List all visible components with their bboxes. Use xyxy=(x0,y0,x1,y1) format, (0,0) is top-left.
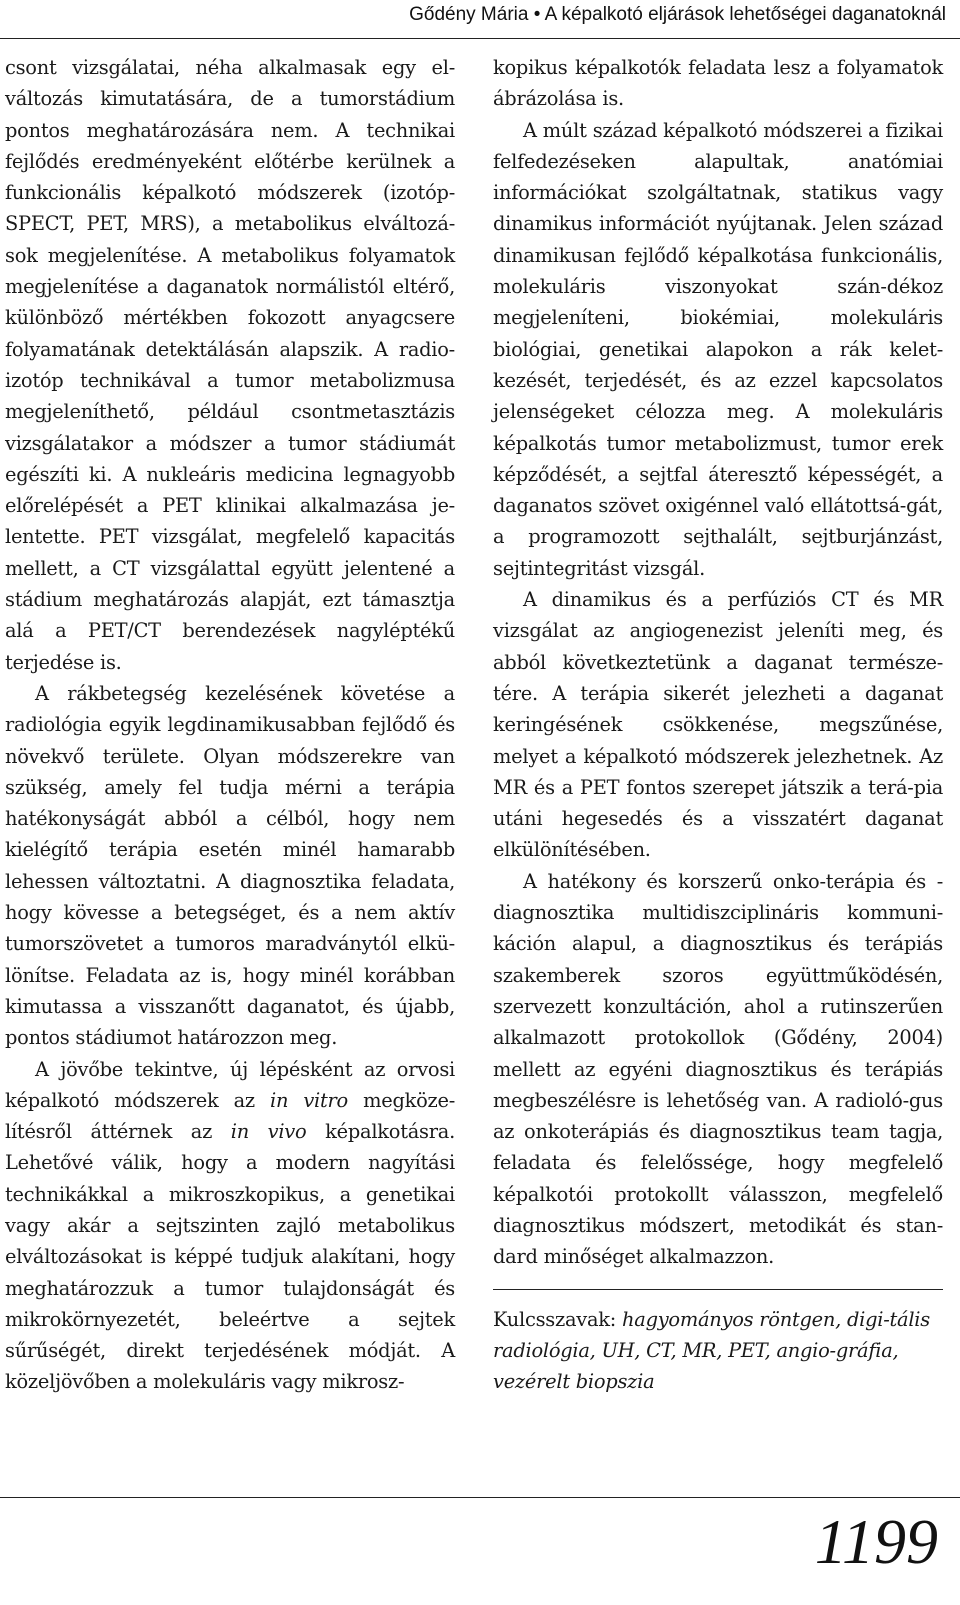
right-paragraph-1: kopikus képalkotók feladata lesz a folyamatok ábrázolása is. xyxy=(493,56,943,111)
left-paragraph-3-text-b: megköze-lítésről áttérnek az xyxy=(5,1088,456,1144)
header-rule xyxy=(0,38,960,39)
left-paragraph-3 xyxy=(5,1054,455,1398)
right-paragraph-2: A múlt század képalkotó módszerei a fizikai felfedezéseken alapultak, anatómiai információkat szolgáltatnak, statikus vagy dinamikus információt nyújtanak. Jelen század dinamikusan fejlődő képalkotása funkcionális, molekuláris viszonyokat szán-dékoz megjeleníteni, biokémiai, molekuláris biológiai, genetikai alapokon a rák kelet-kezését, terjedését, és az ezzel kapcsolatos jelenségeket célozza meg. A molekuláris képalkotás tumor metabolizmust, tumor erek képződését, a sejtfal áteresztő képességét, a daganatos szövet oxigénnel való ellátottsá-gát, a programozott sejthalált, sejtburjánzást, sejtintegritást vizsgál. xyxy=(493,118,943,580)
running-head: Gődény Mária • A képalkotó eljárások lehetőségei daganatoknál xyxy=(409,4,946,25)
left-paragraph-1: csont vizsgálatai, néha alkalmasak egy el-változás kimutatására, de a tumorstádium pontos meghatározására nem. A technikai fejlődés eredményeként előtérbe kerülnek a funkcionális képalkotó módszerek (izotóp-SPECT, PET, MRS), a metabolikus elváltozá-sok megjelenítése. A metabolikus folyamatok megjelenítése a daganatok normálistól eltérő, különböző mértékben fokozott anyagcsere folyamatának detektálásán alapszik. A radio-izotóp technikával a tumor metabolizmusa megjeleníthető, például csontmetasztázis vizsgálatakor a módszer a tumor stádiumát egészíti ki. A nukleáris medicina legnagyobb előrelépését a PET klinikai alkalmazása je-lentette. PET vizsgálat, megfelelő kapacitás mellett, a CT vizsgálattal együtt jelentené a stádium meghatározás alapját, ezt támasztja alá a PET/CT berendezések nagyléptékű terjedése is. xyxy=(5,56,455,674)
left-paragraph-3-text-c: képalkotásra. Lehetővé válik, hogy a modern nagyítási technikákkal a mikroszkopikus, a genetikai vagy akár a sejtszinten zajló metabolikus elváltozásokat is képpé tudjuk alakítani, hogy meghatározzuk a tumor tulajdonságát és mikrokörnyezetét, beleértve a sejtek sűrűségét, direkt terjedésének módját. A közeljövőben a molekuláris vagy mikrosz- xyxy=(5,1120,456,1394)
left-paragraph-2: A rákbetegség kezelésének követése a radiológia egyik legdinamikusabban fejlődő és növekvő területe. Olyan módszerekre van szükség, amely fel tudja mérni a terápia hatékonyságát abból a célból, hogy nem kielégítő terápia esetén minél hamarabb lehessen változtatni. A diagnosztika feladata, hogy kövesse a betegséget, és a nem aktív tumorszövetet a tumoros maradványtól elkü-lönítse. Feladata az is, hogy minél korábban kimutassa a visszanőtt daganatot, és újabb, pontos stádiumot határozzon meg. xyxy=(5,681,455,1050)
keywords-label: Kulcsszavak: xyxy=(493,1307,617,1331)
footer-rule xyxy=(0,1497,960,1498)
page-number: 1199 xyxy=(814,1506,938,1577)
keywords-rule xyxy=(493,1289,943,1290)
right-paragraph-4: A hatékony és korszerű onko-terápia és -diagnosztika multidiszciplináris kommuni-káción alapul, a diagnosztikus és terápiás szakemberek szoros együttműködésén, szervezett konzultáción, ahol a rutinszerűen alkalmazott protokollok (Gődény, 2004) mellett az egyéni diagnosztikus és terápiás megbeszélésre is lehetőség van. A radioló-gus az onkoterápiás és diagnosztikus team tagja, feladata és felelőssége, hogy megfelelő képalkotói protokollt válasszon, megfelelő diagnosztikus módszert, metodikát és stan-dard minőséget alkalmazzon. xyxy=(493,869,943,1269)
right-column xyxy=(493,52,943,1397)
keywords-terms: hagyományos röntgen, digi-tális radiológia, UH, CT, MR, PET, angio-gráfia, vezérelt biopszia xyxy=(493,1307,930,1394)
left-paragraph-3-text-a: A jövőbe tekintve, új lépésként az orvosi képalkotó módszerek az xyxy=(5,1057,455,1112)
right-paragraph-3: A dinamikus és a perfúziós CT és MR vizsgálat az angiogenezist jeleníti meg, és abból következtetünk a daganat természe-tére. A terápia sikerét jelezheti a daganat keringésének csökkenése, megszűnése, melyet a képalkotó módszerek jelezhetnek. Az MR és a PET fontos szerepet játszik a terá-pia utáni hegesedés és a visszatért daganat elkülönítésében. xyxy=(493,588,943,862)
in-vivo-term: in vivo xyxy=(230,1120,307,1144)
keywords xyxy=(493,1304,943,1398)
in-vitro-term: in vitro xyxy=(270,1088,348,1112)
left-column xyxy=(5,52,455,1398)
